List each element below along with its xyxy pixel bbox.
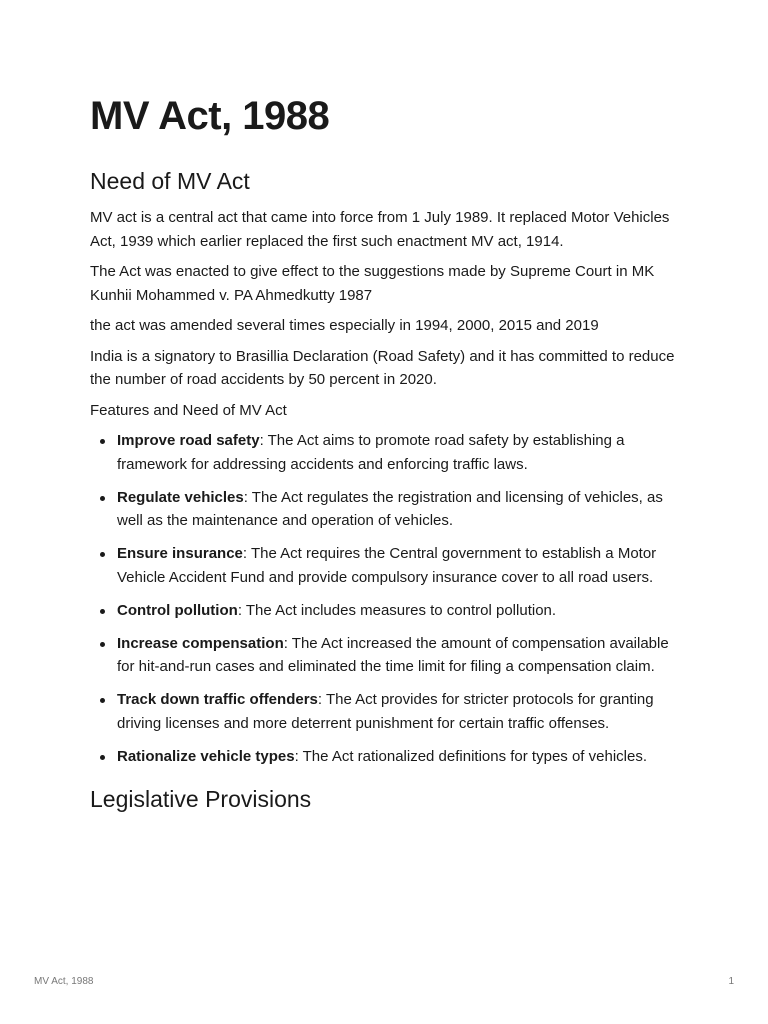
paragraph-features-intro: Features and Need of MV Act [90,401,287,419]
section-heading-need: Need of MV Act [90,168,250,194]
feature-desc: : The Act regulates the registration and licensing of vehicles, as well as the maintenance and operation of vehicles. [117,488,663,529]
list-item [117,599,690,623]
document-title: MV Act, 1988 [90,94,330,138]
feature-term: Track down traffic offenders [117,691,318,708]
paragraph-intro: MV act is a central act that came into force from 1 July 1989. It replaced Motor Vehicles Act, 1939 which earlier replaced the first such enactment MV act, 1914. [90,209,670,250]
list-item [117,429,690,476]
feature-desc: : The Act includes measures to control pollution. [237,601,557,619]
paragraph-amendments: the act was amended several times especially in 1994, 2000, 2015 and 2019 [90,317,599,334]
feature-desc: : The Act provides for stricter protocols for granting driving licenses and more deterrent punishment for certain traffic offenses. [117,691,654,732]
list-item [117,632,690,679]
paragraph-supreme-court: The Act was enacted to give effect to the suggestions made by Supreme Court in MK Kunhii Mohammed v. PA Ahmedkutty 1987 [90,263,655,304]
paragraph-brasilia: India is a signatory to Brasillia Declaration (Road Safety) and it has committed to reduce the number of road accidents by 50 percent in 2020. [90,347,675,388]
features-list [90,429,690,768]
list-item [117,688,690,735]
section-heading-legislative: Legislative Provisions [90,786,312,812]
list-item [117,486,690,533]
footer-document-title: MV Act, 1988 [34,976,94,987]
document-page [90,92,690,824]
footer-page-number: 1 [728,976,734,987]
list-item [117,745,690,769]
feature-desc: : The Act increased the amount of compensation available for hit-and-run cases and eliminated the time limit for filing a compensation claim. [117,634,669,675]
feature-desc: : The Act rationalized definitions for types of vehicles. [294,747,647,765]
feature-term: Control pollution [117,601,238,619]
feature-term: Regulate vehicles [117,488,244,506]
feature-term: Increase compensation [117,634,284,652]
feature-term: Improve road safety [117,432,260,449]
feature-term: Rationalize vehicle types [117,747,295,765]
feature-term: Ensure insurance [117,545,243,562]
feature-desc: : The Act aims to promote road safety by establishing a framework for addressing accidents and enforcing traffic laws. [117,432,625,473]
list-item [117,542,690,589]
feature-desc: : The Act requires the Central government to establish a Motor Vehicle Accident Fund and provide compulsory insurance cover to all road users. [117,545,657,586]
